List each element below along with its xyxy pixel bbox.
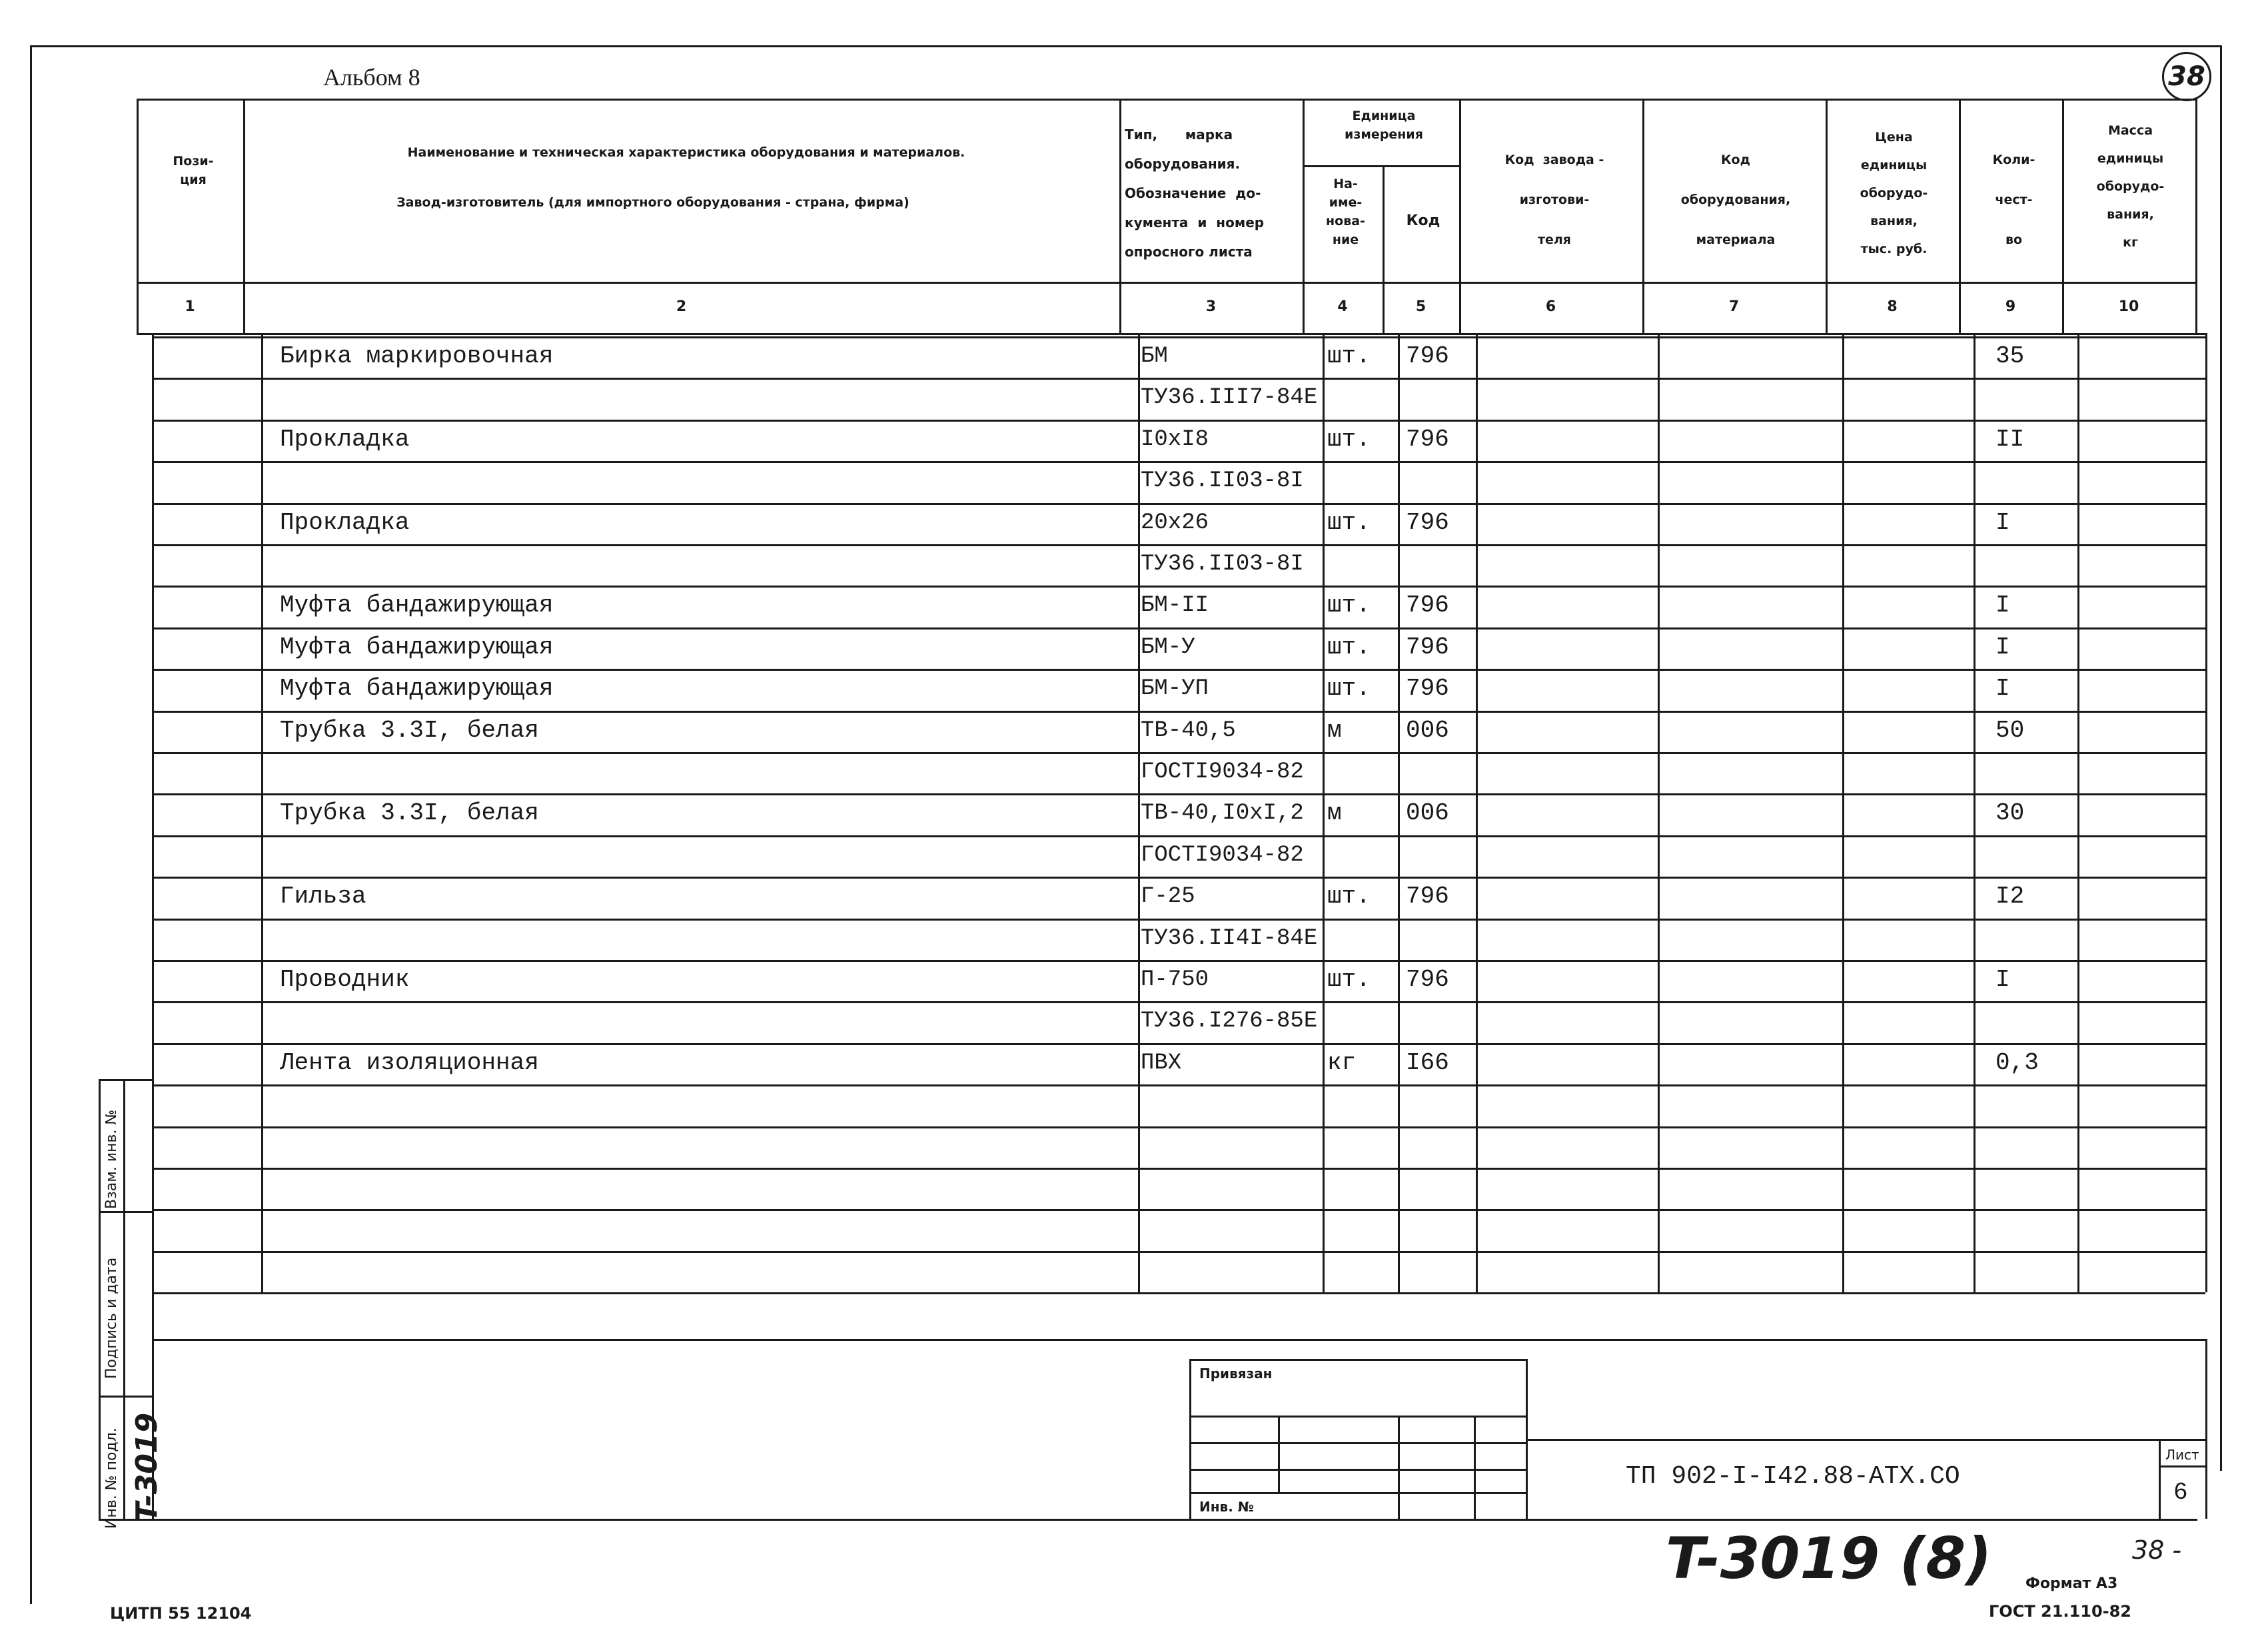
row-divider <box>152 1168 2205 1170</box>
item-type: ТУ36.II03-8I <box>1141 552 1304 577</box>
item-unit: шт. <box>1327 633 1371 661</box>
header-name-line2: Завод-изготовитель (для импортного оборудования - страна, фирма) <box>396 195 909 210</box>
column-number: 7 <box>1728 298 1740 315</box>
body-col-divider <box>1323 333 1325 1292</box>
side-strip-div2 <box>99 1396 152 1398</box>
outer-frame-left <box>30 45 32 1604</box>
row-divider <box>152 835 2205 837</box>
item-type: БМ-УП <box>1141 676 1209 702</box>
item-type: ТУ36.I276-85Е <box>1141 1009 1318 1034</box>
colnum-bottom-border <box>137 333 2205 335</box>
item-unit: шт. <box>1327 342 1371 370</box>
stamp-col2 <box>1398 1416 1400 1519</box>
column-number: 3 <box>1205 298 1217 315</box>
outer-frame-right <box>2220 45 2222 1471</box>
header-col-divider <box>137 99 139 333</box>
row-divider <box>152 1209 2205 1211</box>
item-unit-code: 796 <box>1406 633 1449 661</box>
side-strip-left <box>99 1079 101 1519</box>
header-col-divider <box>2195 99 2197 333</box>
column-number: 5 <box>1415 298 1426 315</box>
item-unit-code: 796 <box>1406 342 1449 370</box>
item-quantity: 35 <box>1995 342 2025 370</box>
column-number: 2 <box>676 298 687 315</box>
stamp-inv-no: Инв. № <box>1199 1499 1254 1515</box>
row-divider <box>152 1001 2205 1003</box>
header-col-divider <box>1119 99 1121 333</box>
header-bottom-border <box>137 282 2195 284</box>
item-name: Бирка маркировочная <box>280 342 554 370</box>
column-number: 6 <box>1545 298 1556 315</box>
item-quantity: II <box>1995 425 2025 453</box>
side-handwritten-number: T-3019 <box>130 1412 164 1522</box>
header-col-divider <box>2062 99 2064 333</box>
item-quantity: I <box>1995 675 2010 703</box>
stamp-col3 <box>1474 1416 1476 1519</box>
column-number: 8 <box>1887 298 1898 315</box>
item-unit: шт. <box>1327 883 1371 911</box>
item-quantity: I <box>1995 508 2010 536</box>
item-type: П-750 <box>1141 967 1209 993</box>
side-label-vzam: Взам. инв. № <box>103 1109 120 1209</box>
column-number: 4 <box>1337 298 1348 315</box>
item-name: Трубка 3.3I, белая <box>280 799 539 827</box>
row-divider <box>152 336 2205 338</box>
handwritten-small-mark: 38 - <box>2132 1535 2182 1565</box>
header-name-line1: Наименование и техническая характеристика оборудования и материалов. <box>407 145 965 160</box>
item-type: ТУ36.III7-84Е <box>1141 385 1318 411</box>
row-divider <box>152 1084 2205 1086</box>
item-quantity: I <box>1995 966 2010 993</box>
row-divider <box>152 544 2205 546</box>
stamp-right <box>2205 1339 2207 1519</box>
item-unit-code: 796 <box>1406 966 1449 993</box>
side-strip-mid <box>123 1079 125 1519</box>
row-divider <box>152 919 2205 921</box>
item-type: БМ-У <box>1141 634 1195 660</box>
body-col-divider <box>1476 333 1478 1292</box>
item-type: ГОСТI9034-82 <box>1141 759 1304 785</box>
body-col-divider <box>1842 333 1844 1292</box>
side-strip-top <box>99 1079 152 1081</box>
header-col-divider <box>243 99 245 333</box>
item-name: Прокладка <box>280 508 410 536</box>
row-divider <box>152 711 2205 713</box>
stamp-title-top <box>1526 1439 2205 1441</box>
item-name: Трубка 3.3I, белая <box>280 716 539 744</box>
item-type: ТУ36.II4I-84Е <box>1141 925 1318 951</box>
header-manufacturer-code: Код завода - изготови- теля <box>1504 153 1604 247</box>
row-divider <box>152 627 2205 629</box>
item-name: Гильза <box>280 883 366 911</box>
item-unit: шт. <box>1327 966 1371 993</box>
row-divider <box>152 1126 2205 1128</box>
side-label-podpis: Подпись и дата <box>103 1257 120 1379</box>
item-type: I0хI8 <box>1141 426 1209 452</box>
header-col-divider <box>1383 165 1385 333</box>
header-col-divider <box>1303 99 1305 333</box>
item-unit: шт. <box>1327 508 1371 536</box>
row-divider <box>152 503 2205 505</box>
item-quantity: I <box>1995 592 2010 620</box>
gost-label: ГОСТ 21.110-82 <box>1989 1602 2132 1621</box>
header-col-divider <box>1459 99 1461 333</box>
item-type: БМ <box>1141 344 1168 369</box>
item-unit-code: 006 <box>1406 799 1449 827</box>
body-col-divider <box>1138 333 1140 1292</box>
header-col-divider <box>1826 99 1828 333</box>
stamp-col1 <box>1278 1416 1280 1492</box>
body-col-divider <box>2077 333 2079 1292</box>
item-name: Лента изоляционная <box>280 1048 539 1076</box>
page-number-circle <box>2162 52 2211 101</box>
item-unit-code: 796 <box>1406 675 1449 703</box>
item-unit: кг <box>1327 1048 1357 1076</box>
table-top-border <box>137 99 2195 101</box>
item-unit: м <box>1327 799 1342 827</box>
header-col-divider <box>1642 99 1644 333</box>
item-quantity: 50 <box>1995 716 2025 744</box>
album-label: Альбом 8 <box>323 64 420 91</box>
item-type: Г-25 <box>1141 884 1195 910</box>
body-col-divider <box>1974 333 1975 1292</box>
header-col-divider <box>1959 99 1961 333</box>
item-unit-code: I66 <box>1406 1048 1449 1076</box>
row-divider <box>152 420 2205 422</box>
column-number: 10 <box>2118 298 2139 315</box>
row-divider <box>152 669 2205 671</box>
body-col-divider <box>1658 333 1660 1292</box>
item-unit-code: 796 <box>1406 425 1449 453</box>
row-divider <box>152 378 2205 380</box>
header-quantity: Коли- чест- во <box>1992 153 2035 247</box>
item-quantity: 0,3 <box>1995 1048 2039 1076</box>
row-divider <box>152 1251 2205 1253</box>
format-label: Формат А3 <box>2025 1575 2118 1592</box>
stamp-privyazan: Привязан <box>1199 1366 1273 1382</box>
item-type: 20х26 <box>1141 510 1209 536</box>
stamp-sheet-div <box>2159 1465 2205 1467</box>
row-divider <box>152 752 2205 754</box>
stamp-sheet-left <box>2159 1439 2161 1519</box>
sheet-number: 6 <box>2173 1479 2188 1506</box>
item-type: ТВ-40,5 <box>1141 717 1236 743</box>
header-unit: Единица измерения <box>1345 109 1423 142</box>
item-name: Муфта бандажирующая <box>280 675 554 703</box>
sheet-label: Лист <box>2165 1447 2199 1463</box>
document-code: ТП 902-I-I42.88-АТХ.СО <box>1626 1462 1960 1491</box>
item-unit: шт. <box>1327 675 1371 703</box>
item-unit: шт. <box>1327 592 1371 620</box>
item-quantity: 30 <box>1995 799 2025 827</box>
body-col-divider <box>1398 333 1400 1292</box>
row-divider <box>152 960 2205 962</box>
row-divider <box>152 793 2205 795</box>
item-type: ПВХ <box>1141 1050 1182 1076</box>
header-price: Цена единицы оборудо- вания, тыс. руб. <box>1860 130 1928 256</box>
item-unit-code: 796 <box>1406 592 1449 620</box>
item-name: Проводник <box>280 966 410 993</box>
item-unit-code: 796 <box>1406 508 1449 536</box>
item-name: Муфта бандажирующая <box>280 633 554 661</box>
header-unit-name: На- име- нова- ние <box>1326 177 1365 247</box>
body-col-divider <box>261 333 263 1292</box>
column-number: 9 <box>2005 298 2016 315</box>
item-unit: м <box>1327 716 1342 744</box>
handwritten-archive-number: T-3019 (8) <box>1666 1525 1992 1592</box>
side-strip-div1 <box>99 1211 152 1213</box>
header-type: Тип, марка оборудования. Обозначение до- кумента и номер опросного листа <box>1125 127 1265 260</box>
column-number: 1 <box>185 298 195 315</box>
row-divider <box>152 461 2205 463</box>
citp-label: ЦИТП 55 12104 <box>110 1604 252 1623</box>
item-unit-code: 796 <box>1406 883 1449 911</box>
outer-frame-top <box>30 45 2222 47</box>
item-name: Муфта бандажирующая <box>280 592 554 620</box>
item-quantity: I2 <box>1995 883 2025 911</box>
side-strip-bottom <box>99 1519 2197 1521</box>
item-quantity: I <box>1995 633 2010 661</box>
header-equipment-code: Код оборудования, материала <box>1680 153 1791 247</box>
row-divider <box>152 877 2205 879</box>
stamp-left <box>1189 1359 1191 1519</box>
item-type: ТУ36.II03-8I <box>1141 468 1304 494</box>
item-type: ТВ-40,I0хI,2 <box>1141 801 1304 827</box>
item-unit-code: 006 <box>1406 716 1449 744</box>
stamp-top <box>1189 1359 1526 1361</box>
row-divider <box>152 586 2205 588</box>
row-divider <box>152 1292 2205 1294</box>
header-unit-code: Код <box>1406 212 1440 229</box>
row-divider <box>152 1043 2205 1045</box>
bottom-table-border <box>152 1339 2205 1341</box>
header-position: Пози- ция <box>173 154 214 187</box>
header-mass: Масса единицы оборудо- вания, кг <box>2096 123 2165 250</box>
unit-sub-border <box>1303 165 1459 167</box>
item-name: Прокладка <box>280 425 410 453</box>
body-col-divider <box>2205 333 2207 1292</box>
item-type: БМ-II <box>1141 593 1209 619</box>
item-unit: шт. <box>1327 425 1371 453</box>
page-number: 38 <box>2168 61 2205 92</box>
item-type: ГОСТI9034-82 <box>1141 842 1304 868</box>
side-label-inv-podl: Инв. № подл. <box>103 1428 120 1529</box>
